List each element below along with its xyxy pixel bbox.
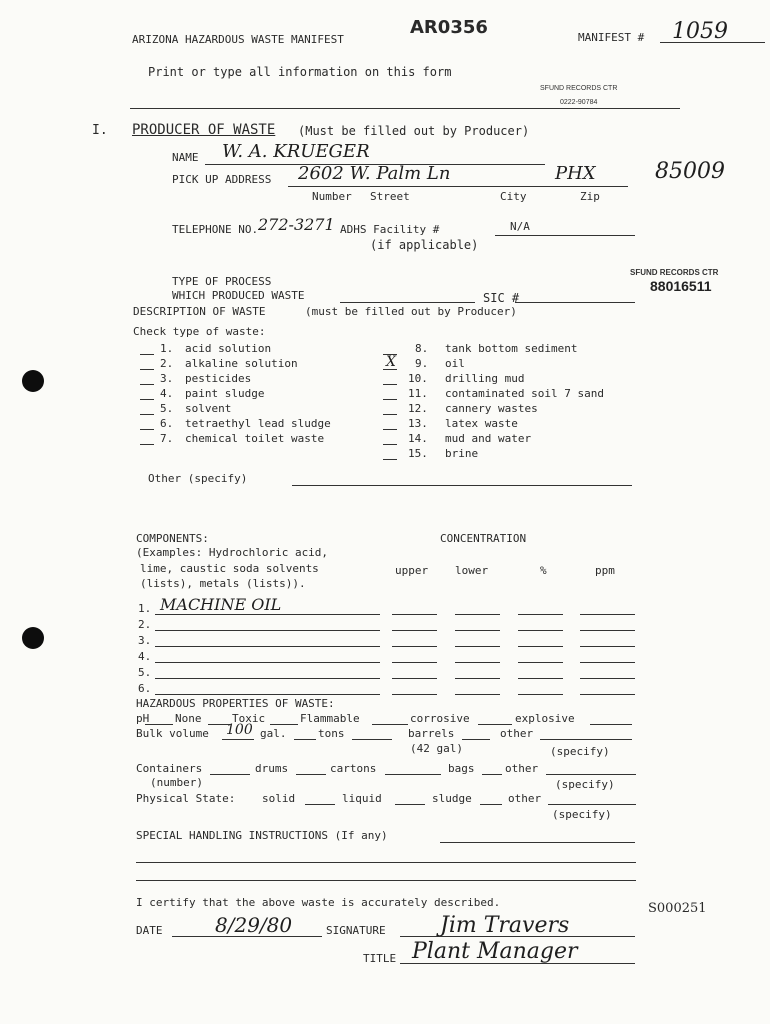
hole-punch-top (22, 370, 44, 392)
gal42-label: (42 gal) (410, 742, 463, 755)
bulk-line (222, 739, 254, 740)
bulk-specify: (specify) (550, 745, 610, 758)
process-label-2: WHICH PRODUCED WASTE (172, 289, 305, 302)
signature-label: SIGNATURE (326, 924, 386, 937)
checkbox-blank (383, 459, 397, 460)
liquid-line (395, 804, 425, 805)
checkbox-blank (140, 429, 154, 430)
flammable-label: Flammable (300, 712, 360, 725)
certify-text: I certify that the above waste is accurately described. (136, 896, 501, 909)
component-num: 4. (138, 650, 152, 663)
description-note: (must be filled out by Producer) (305, 305, 517, 318)
type-label: acid solution (185, 342, 272, 355)
type-label: oil (445, 357, 465, 370)
tons-label: tons (318, 727, 345, 740)
type-num: 12. (408, 402, 428, 415)
component-line (155, 630, 380, 631)
checkbox-blank (383, 414, 397, 415)
records-stamp-line2: 0222-90784 (560, 99, 598, 106)
type-num: 1. (160, 342, 174, 355)
section-title: PRODUCER OF WASTE (132, 122, 276, 138)
type-num: 8. (415, 342, 429, 355)
ppm-line (580, 630, 635, 631)
corrosive-label: corrosive (410, 712, 470, 725)
special-line-3 (136, 880, 636, 881)
type-label: alkaline solution (185, 357, 298, 370)
checkbox-blank (140, 384, 154, 385)
process-label-1: TYPE OF PROCESS (172, 275, 272, 288)
check-label: Check type of waste: (133, 325, 266, 338)
containers-other-label: other (505, 762, 539, 775)
type-num: 4. (160, 387, 174, 400)
ph-label: pH (136, 712, 150, 725)
examples-line2: lime, caustic soda solvents (140, 562, 319, 575)
component-value: MACHINE OIL (160, 595, 282, 614)
ppm-line (580, 694, 635, 695)
phone-value: 272-3271 (258, 215, 335, 234)
type-label: cannery wastes (445, 402, 538, 415)
drums-line (296, 774, 326, 775)
containers-label: Containers (136, 762, 203, 775)
adhs-line (495, 235, 635, 236)
col-lower: lower (455, 564, 489, 577)
state-other-label: other (508, 792, 542, 805)
component-line (155, 678, 380, 679)
document-id: AR0356 (410, 17, 488, 38)
checkbox-blank (383, 429, 397, 430)
solid-line (305, 804, 335, 805)
bulk-value: 100 (226, 722, 253, 738)
type-num: 15. (408, 447, 428, 460)
checkbox-blank (140, 399, 154, 400)
title-line (400, 963, 635, 964)
component-num: 3. (138, 634, 152, 647)
percent-line (518, 678, 563, 679)
city-label: City (500, 190, 527, 203)
percent-line (518, 662, 563, 663)
explosive-label: explosive (515, 712, 575, 725)
type-label: brine (445, 447, 479, 460)
checkbox-blank (140, 414, 154, 415)
gal-label: gal. (260, 727, 287, 740)
ph-line (145, 724, 173, 725)
upper-line (392, 614, 437, 615)
lower-line (455, 614, 500, 615)
manifest-label: MANIFEST # (578, 31, 645, 44)
cartons-label: cartons (330, 762, 377, 775)
type-label: mud and water (445, 432, 532, 445)
records-stamp2-line2: 88016511 (650, 278, 712, 294)
col-upper: upper (395, 564, 429, 577)
checkbox-blank (140, 369, 154, 370)
type-label: solvent (185, 402, 232, 415)
state-other-line (548, 804, 636, 805)
adhs-label: ADHS Facility # (340, 223, 440, 236)
name-value: W. A. KRUEGER (222, 141, 370, 162)
lower-line (455, 646, 500, 647)
concentration-label: CONCENTRATION (440, 532, 527, 545)
barrels-line (462, 739, 490, 740)
bags-line (482, 774, 502, 775)
drums-label: drums (255, 762, 289, 775)
type-num: 11. (408, 387, 428, 400)
special-line-2 (136, 862, 636, 863)
type-label: chemical toilet waste (185, 432, 325, 445)
type-label: paint sludge (185, 387, 265, 400)
type-num: 10. (408, 372, 428, 385)
other-specify-line (292, 485, 632, 486)
ppm-line (580, 614, 635, 615)
checkbox-blank (383, 384, 397, 385)
solid-label: solid (262, 792, 296, 805)
examples-line1: (Examples: Hydrochloric acid, (136, 546, 329, 559)
component-num: 5. (138, 666, 152, 679)
containers-specify: (specify) (555, 778, 615, 791)
component-line (155, 614, 380, 615)
sic-line (515, 302, 635, 303)
instruction-text: Print or type all information on this form (148, 65, 452, 79)
type-num: 5. (160, 402, 174, 415)
type-num: 14. (408, 432, 428, 445)
examples-line3: (lists), metals (lists)). (140, 577, 306, 590)
percent-line (518, 694, 563, 695)
city-value: PHX (555, 163, 596, 184)
flammable-line (372, 724, 408, 725)
lower-line (455, 662, 500, 663)
sic-label: SIC # (483, 291, 520, 305)
type-label: latex waste (445, 417, 518, 430)
properties-title: HAZARDOUS PROPERTIES OF WASTE: (136, 697, 335, 710)
type-num: 6. (160, 417, 174, 430)
upper-line (392, 694, 437, 695)
phone-label: TELEPHONE NO. (172, 223, 259, 236)
type-label: contaminated soil 7 sand (445, 387, 604, 400)
checkbox-blank (383, 399, 397, 400)
other-specify-label: Other (specify) (148, 472, 248, 485)
explosive-line (590, 724, 632, 725)
if-applicable: (if applicable) (370, 238, 479, 252)
toxic-label: Toxic (232, 712, 266, 725)
street-label: Street (370, 190, 410, 203)
sludge-label: sludge (432, 792, 472, 805)
bates-number: S000251 (648, 901, 707, 916)
upper-line (392, 646, 437, 647)
title-value: Plant Manager (412, 939, 578, 964)
component-line (155, 694, 380, 695)
ppm-line (580, 678, 635, 679)
component-num: 1. (138, 602, 152, 615)
date-line (172, 936, 322, 937)
corrosive-line (478, 724, 512, 725)
gal-line (294, 739, 316, 740)
upper-line (392, 678, 437, 679)
special-handling-label: SPECIAL HANDLING INSTRUCTIONS (If any) (136, 829, 388, 842)
sludge-line (480, 804, 502, 805)
state-specify: (specify) (552, 808, 612, 821)
component-num: 6. (138, 682, 152, 695)
bags-label: bags (448, 762, 475, 775)
number-label-small: (number) (150, 776, 203, 789)
records-stamp-line1: SFUND RECORDS CTR (540, 85, 618, 92)
zip-label: Zip (580, 190, 600, 203)
pickup-value: 2602 W. Palm Ln (298, 163, 451, 184)
type-num: 2. (160, 357, 174, 370)
lower-line (455, 678, 500, 679)
physical-state-label: Physical State: (136, 792, 236, 805)
ppm-line (580, 646, 635, 647)
date-label: DATE (136, 924, 163, 937)
manifest-number: 1059 (672, 19, 728, 44)
percent-line (518, 646, 563, 647)
signature-line (400, 936, 635, 937)
pickup-line (288, 186, 628, 187)
name-label: NAME (172, 151, 199, 164)
checkbox-blank (140, 444, 154, 445)
type-num: 13. (408, 417, 428, 430)
component-num: 2. (138, 618, 152, 631)
percent-line (518, 614, 563, 615)
lower-line (455, 630, 500, 631)
signature-value: Jim Travers (440, 913, 570, 938)
lower-line (455, 694, 500, 695)
description-title: DESCRIPTION OF WASTE (133, 305, 266, 318)
type-num: 9. (415, 357, 429, 370)
type-num: 3. (160, 372, 174, 385)
type-label: pesticides (185, 372, 252, 385)
process-line (340, 302, 475, 303)
zip-value: 85009 (655, 159, 725, 184)
checkbox-blank (140, 354, 154, 355)
components-title: COMPONENTS: (136, 532, 209, 545)
type-label: tank bottom sediment (445, 342, 578, 355)
component-line (155, 662, 380, 663)
section-number: I. (92, 123, 108, 138)
type-num: 7. (160, 432, 174, 445)
checkbox-mark: X (386, 354, 396, 370)
liquid-label: liquid (342, 792, 382, 805)
type-label: tetraethyl lead sludge (185, 417, 331, 430)
barrels-label: barrels (408, 727, 455, 740)
date-value: 8/29/80 (215, 913, 293, 937)
section-note: (Must be filled out by Producer) (298, 124, 530, 138)
upper-line (392, 630, 437, 631)
toxic-line (270, 724, 298, 725)
title-label: TITLE (363, 952, 397, 965)
tons-line (352, 739, 392, 740)
bulk-label: Bulk volume (136, 727, 209, 740)
bulk-other-line (540, 739, 632, 740)
records-stamp2-line1: SFUND RECORDS CTR (630, 268, 719, 277)
checkbox-blank (383, 444, 397, 445)
form-title: ARIZONA HAZARDOUS WASTE MANIFEST (132, 33, 344, 46)
adhs-value: N/A (510, 220, 530, 233)
type-label: drilling mud (445, 372, 525, 385)
ppm-line (580, 662, 635, 663)
number-label: Number (312, 190, 352, 203)
pickup-label: PICK UP ADDRESS (172, 173, 272, 186)
col-ppm: ppm (595, 564, 615, 577)
none-label: None (175, 712, 202, 725)
col-percent: % (540, 564, 547, 577)
cartons-line (385, 774, 441, 775)
manifest-number-line (660, 42, 765, 43)
bulk-other-label: other (500, 727, 534, 740)
containers-other-line (546, 774, 636, 775)
upper-line (392, 662, 437, 663)
containers-line (210, 774, 250, 775)
hole-punch-bottom (22, 627, 44, 649)
special-line-1 (440, 842, 635, 843)
percent-line (518, 630, 563, 631)
header-divider (130, 108, 680, 109)
component-line (155, 646, 380, 647)
